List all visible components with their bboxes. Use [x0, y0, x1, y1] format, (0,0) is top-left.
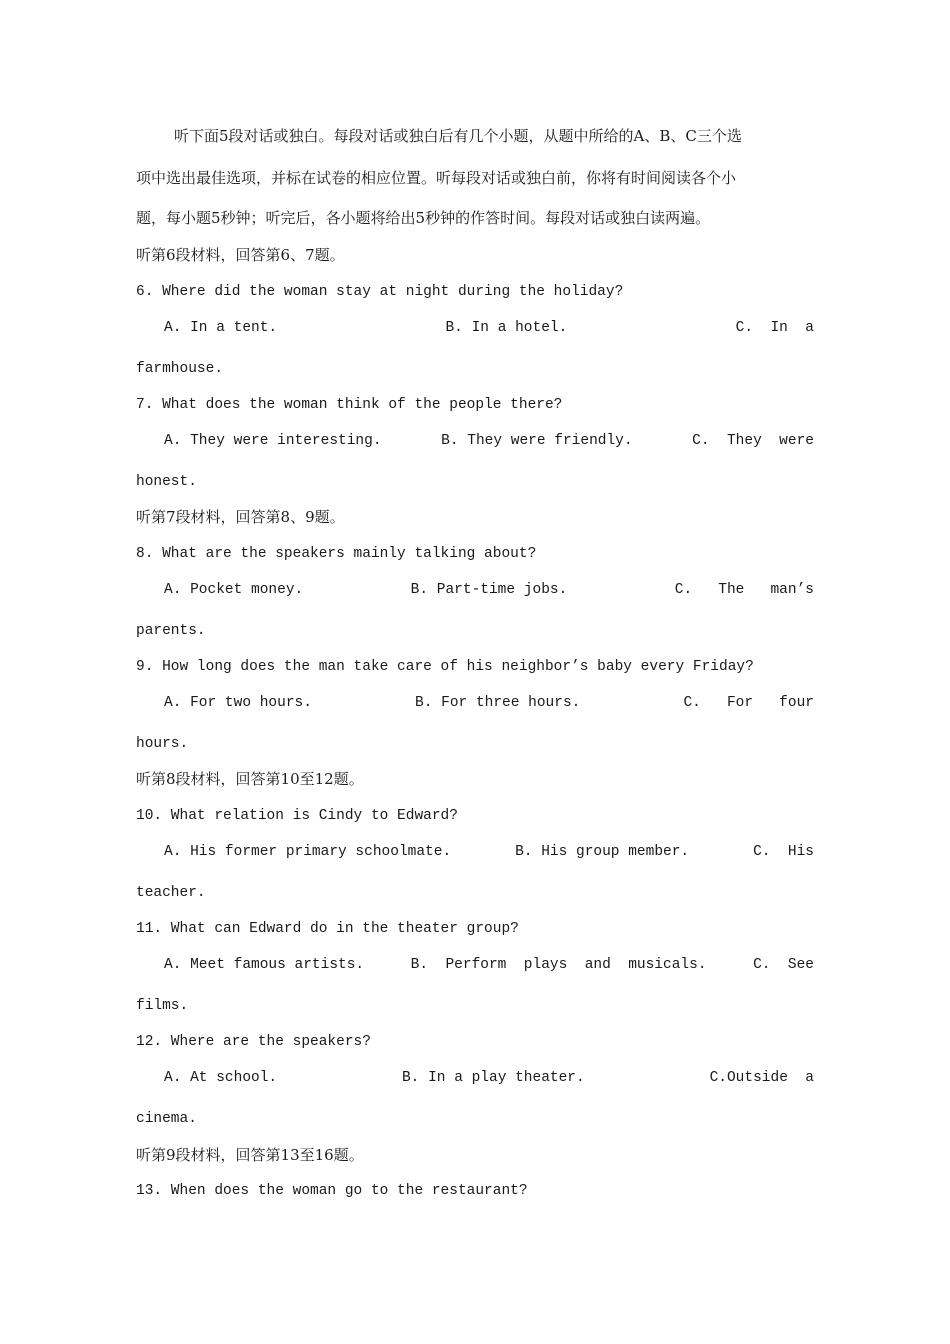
options-9	[164, 693, 814, 713]
question-9: 9. How long does the man take care of his neighbor’s baby every Friday?	[136, 659, 754, 675]
question-8: 8. What are the speakers mainly talking about?	[136, 546, 537, 562]
option-a: A. His former primary schoolmate.	[164, 844, 452, 860]
instruction-line: 听下面5段对话或独白。每段对话或独白后有几个小题，从题中所给的A、B、C三个选	[174, 127, 742, 145]
option-c-continued: films.	[136, 998, 189, 1014]
option-b: B. For three hours.	[415, 695, 581, 711]
option-c-continued: hours.	[136, 736, 189, 752]
option-a: A. For two hours.	[164, 695, 312, 711]
section-heading: 听第7段材料，回答第8、9题。	[136, 508, 345, 526]
option-a: A. They were interesting.	[164, 433, 382, 449]
option-b: B. Part-time jobs.	[410, 582, 568, 598]
option-c: C. See	[753, 957, 814, 973]
options-8	[164, 580, 814, 600]
option-c-continued: farmhouse.	[136, 361, 224, 377]
options-10	[164, 842, 814, 862]
option-b: B. Perform plays and musicals.	[410, 957, 707, 973]
question-11: 11. What can Edward do in the theater group?	[136, 921, 519, 937]
instruction-line: 项中选出最佳选项，并标在试卷的相应位置。听每段对话或独白前，你将有时间阅读各个小	[136, 169, 737, 187]
option-a: A. At school.	[164, 1070, 278, 1086]
question-6: 6. Where did the woman stay at night during the holiday?	[136, 284, 624, 300]
option-c-continued: cinema.	[136, 1111, 197, 1127]
options-12	[164, 1068, 814, 1088]
option-a: A. Meet famous artists.	[164, 957, 365, 973]
option-c: C. In a	[735, 320, 814, 336]
option-b: B. They were friendly.	[441, 433, 633, 449]
option-b: B. In a play theater.	[401, 1070, 585, 1086]
option-c: C. The man’s	[674, 582, 814, 598]
options-7	[164, 431, 814, 451]
instruction-line: 题，每小题5秒钟；听完后，各小题将给出5秒钟的作答时间。每段对话或独白读两遍。	[136, 209, 711, 227]
option-c: C. They were	[692, 433, 814, 449]
option-b: B. His group member.	[515, 844, 690, 860]
option-c-continued: teacher.	[136, 885, 206, 901]
option-a: A. Pocket money.	[164, 582, 304, 598]
option-c: C. His	[753, 844, 814, 860]
question-10: 10. What relation is Cindy to Edward?	[136, 808, 458, 824]
options-11	[164, 955, 814, 975]
option-b: B. In a hotel.	[445, 320, 568, 336]
question-13: 13. When does the woman go to the restaurant?	[136, 1183, 528, 1199]
option-c-continued: parents.	[136, 623, 206, 639]
question-12: 12. Where are the speakers?	[136, 1034, 371, 1050]
option-c: C.Outside a	[709, 1070, 814, 1086]
question-7: 7. What does the woman think of the people there?	[136, 397, 563, 413]
options-6	[164, 318, 814, 338]
section-heading: 听第9段材料，回答第13至16题。	[136, 1146, 364, 1164]
section-heading: 听第6段材料，回答第6、7题。	[136, 246, 345, 264]
option-c-continued: honest.	[136, 474, 197, 490]
option-a: A. In a tent.	[164, 320, 278, 336]
section-heading: 听第8段材料，回答第10至12题。	[136, 770, 364, 788]
option-c: C. For four	[683, 695, 814, 711]
